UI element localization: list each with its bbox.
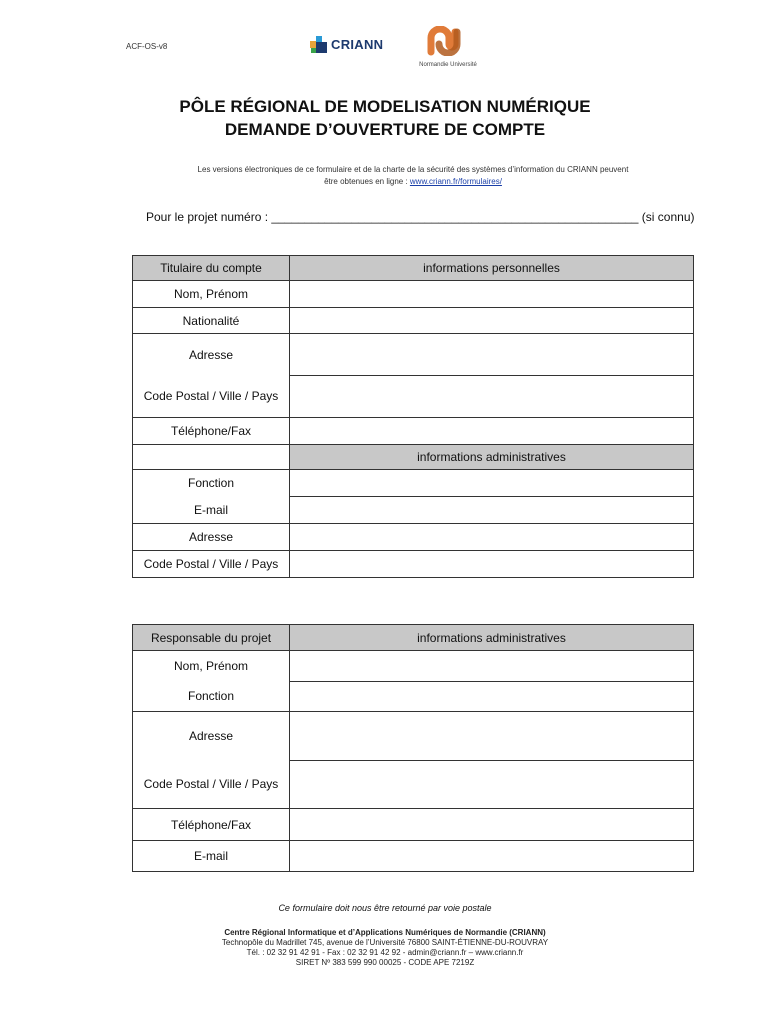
fonction-label: Fonction [133, 470, 290, 497]
footer-org: Centre Régional Informatique et d’Applications Numériques de Normandie (CRIANN) [224, 928, 546, 937]
adresse-admin-field[interactable] [290, 524, 694, 551]
code-postal-label: Code Postal / Ville / Pays [133, 376, 290, 418]
nationalite-field[interactable] [290, 308, 694, 334]
formulaires-link[interactable]: www.criann.fr/formulaires/ [409, 177, 502, 186]
intro-line-2-prefix: être obtenues en ligne : [324, 177, 410, 186]
normandie-logo-icon [427, 26, 469, 56]
code-postal-field[interactable] [290, 376, 694, 418]
resp-email-label: E-mail [133, 841, 290, 872]
footer-siret: SIRET Nº 383 599 990 00025 - CODE APE 7219Z [295, 958, 475, 967]
resp-code-postal-field[interactable] [290, 761, 694, 809]
empty-cell [133, 445, 290, 470]
return-note: Ce formulaire doit nous être retourné par voie postale [278, 903, 492, 913]
project-number-label: Pour le projet numéro : [146, 210, 272, 224]
resp-fonction-field[interactable] [290, 682, 694, 712]
telephone-label: Téléphone/Fax [133, 418, 290, 445]
fonction-field[interactable] [290, 470, 694, 497]
adresse-admin-label: Adresse [133, 524, 290, 551]
nom-prenom-label: Nom, Prénom [133, 281, 290, 308]
responsable-table [132, 624, 694, 872]
footer-contact: Tél. : 02 32 91 42 91 - Fax : 02 32 91 42 92 - admin@criann.fr – www.criann.fr [246, 948, 524, 957]
infos-personnelles-header: informations personnelles [290, 256, 694, 281]
resp-fonction-label: Fonction [133, 682, 290, 712]
resp-adresse-field[interactable] [290, 712, 694, 761]
email-label: E-mail [133, 497, 290, 524]
intro-text [150, 164, 676, 188]
project-number-blank[interactable]: _______________________________________________________ [271, 210, 639, 224]
titulaire-table [132, 255, 694, 578]
intro-line-1: Les versions électroniques de ce formulaire et de la charte de la sécurité des systèmes d’information du CRIANN peuvent [197, 165, 629, 174]
nationalite-label: Nationalité [133, 308, 290, 334]
title-line-1: PÔLE RÉGIONAL DE MODELISATION NUMÉRIQUE [179, 97, 591, 116]
resp-email-field[interactable] [290, 841, 694, 872]
resp-adresse-label: Adresse [133, 712, 290, 761]
form-reference: ACF-OS-v8 [126, 42, 168, 51]
adresse-field[interactable] [290, 334, 694, 376]
adresse-label: Adresse [133, 334, 290, 376]
code-postal-admin-label: Code Postal / Ville / Pays [133, 551, 290, 578]
normandie-universite-logo [412, 26, 484, 68]
resp-telephone-label: Téléphone/Fax [133, 809, 290, 841]
responsable-infos-header: informations administratives [290, 625, 694, 651]
email-field[interactable] [290, 497, 694, 524]
criann-logo-text: CRIANN [331, 37, 384, 52]
normandie-logo-text: Normandie Université [419, 62, 477, 68]
code-postal-admin-field[interactable] [290, 551, 694, 578]
criann-logo-icon [310, 36, 327, 53]
responsable-header: Responsable du projet [133, 625, 290, 651]
titulaire-header: Titulaire du compte [133, 256, 290, 281]
resp-nom-prenom-label: Nom, Prénom [133, 651, 290, 682]
criann-logo [310, 36, 383, 53]
intro-line-2 [150, 176, 676, 188]
resp-code-postal-label: Code Postal / Ville / Pays [133, 761, 290, 809]
resp-nom-prenom-field[interactable] [290, 651, 694, 682]
project-number-suffix: (si connu) [638, 210, 695, 224]
nom-prenom-field[interactable] [290, 281, 694, 308]
telephone-field[interactable] [290, 418, 694, 445]
project-number-field [146, 210, 695, 224]
page-title [0, 95, 770, 141]
footer-address: Technopôle du Madrillet 745, avenue de l’Université 76800 SAINT-ÉTIENNE-DU-ROUVRAY [221, 938, 549, 947]
infos-administratives-header: informations administratives [290, 445, 694, 470]
title-line-2: DEMANDE D’OUVERTURE DE COMPTE [224, 120, 546, 139]
footer [0, 928, 770, 968]
resp-telephone-field[interactable] [290, 809, 694, 841]
